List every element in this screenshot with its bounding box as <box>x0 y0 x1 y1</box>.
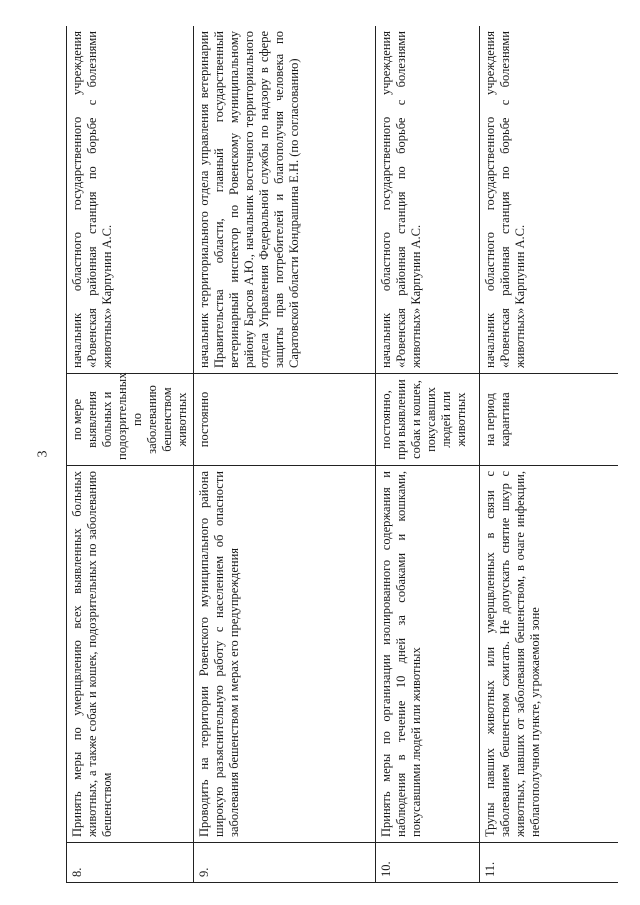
measure-cell: Принять меры по умерщвлению всех выявленных больных животных, а также собак и кошек, подозрительных по заболеванию бешенством <box>67 466 194 843</box>
responsible-cell: начальник областного государственного учреждения «Ровенская районная станция по борьбе с болезнями животных» Карпунин А.С. <box>67 26 194 374</box>
row-number: 10. <box>376 843 480 883</box>
term-cell: постоянно <box>194 374 376 466</box>
rotated-table-sheet <box>66 26 618 883</box>
measure-cell: Проводить на территории Ровенского муниципального района широкую разъяснительную работу с населением об опасности заболевания бешенством и мерах его предупреждения <box>194 466 376 843</box>
table-row <box>67 26 194 883</box>
page-number: 3 <box>35 450 51 458</box>
term-cell: по мере выявления больных и подозрительных по заболеванию бешенством животных <box>67 374 194 466</box>
table-row <box>376 26 480 883</box>
term-cell: на период карантина <box>480 374 619 466</box>
table-row <box>480 26 619 883</box>
row-number: 9. <box>194 843 376 883</box>
rotated-content <box>66 26 618 883</box>
responsible-cell: начальник территориального отдела управления ветеринарии Правительства области, главный государственный ветеринарный инспектор по Ровенскому муниципальному району Барсов А.Ю., начальник восточного территориального отдела Управления Федеральной службы по надзору в сфере защиты прав потребителей и благополучия человека по Саратовской области Кондрашина Е.Н. (по согласованию) <box>194 26 376 374</box>
row-number: 11. <box>480 843 619 883</box>
term-cell: постоянно, при выявлении собак и кошек, покусавших людей или животных <box>376 374 480 466</box>
responsible-cell: начальник областного государственного учреждения «Ровенская районная станция по борьбе с болезнями животных» Карпунин А.С. <box>376 26 480 374</box>
measures-table <box>66 26 618 883</box>
responsible-cell: начальник областного государственного учреждения «Ровенская районная станция по борьбе с болезнями животных» Карпунин А.С. <box>480 26 619 374</box>
measure-cell: Трупы павших животных или умерщвленных в связи с заболеванием бешенством сжигать. Не допускать снятие шкур с животных, павших от заболевания бешенством, в очаге инфекции, неблагополучном пункте, угрожаемой зоне <box>480 466 619 843</box>
table-row <box>194 26 376 883</box>
measure-cell: Принять меры по организации изолированного содержания и наблюдения в течение 10 дней за собаками и кошками, покусавшими людей или животных <box>376 466 480 843</box>
row-number: 8. <box>67 843 194 883</box>
